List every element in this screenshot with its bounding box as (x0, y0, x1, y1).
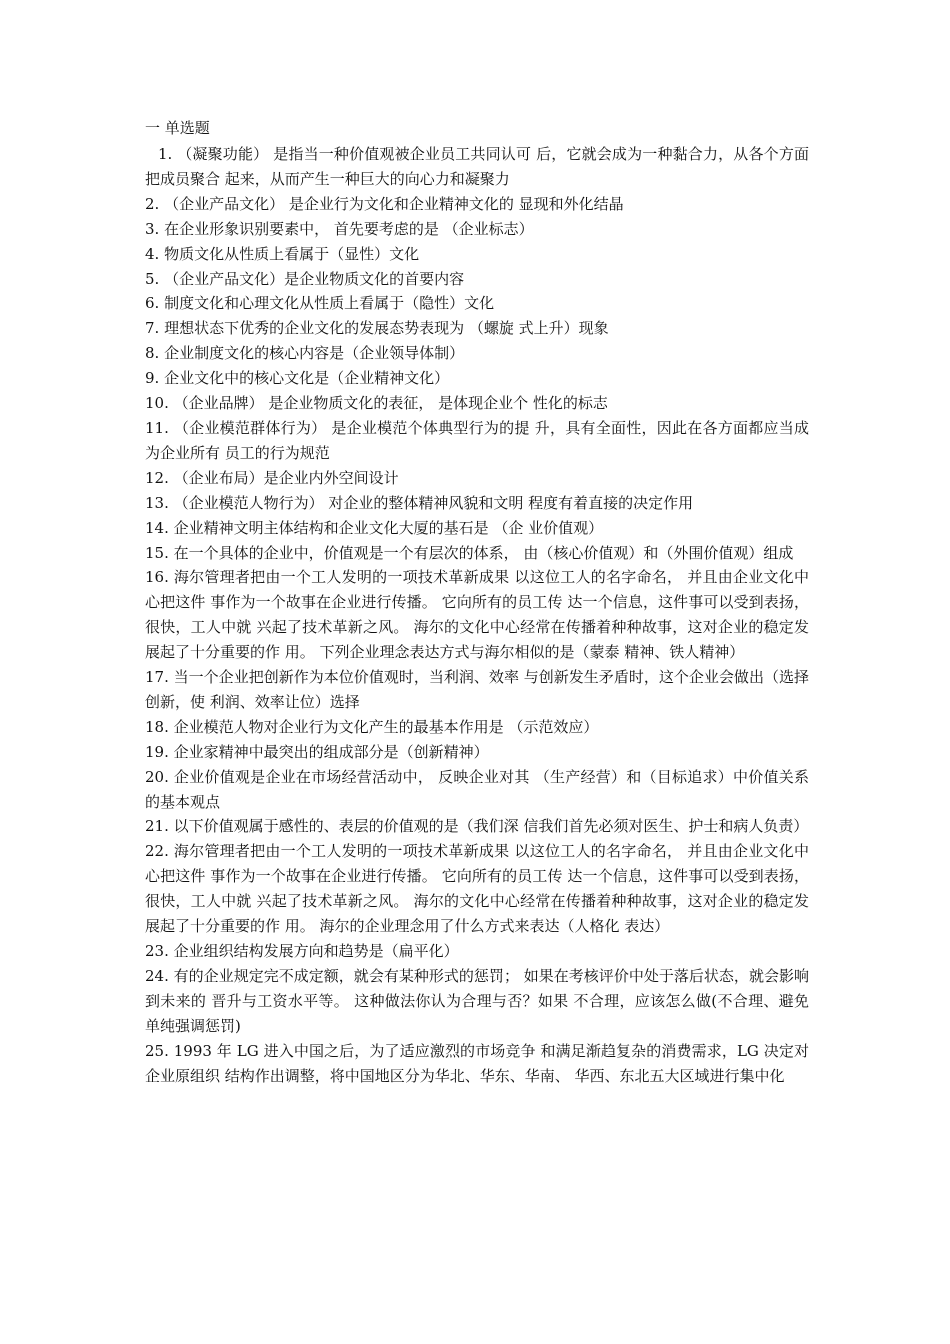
question-1: 1. （凝聚功能） 是指当一种价值观被企业员工共同认可 后，它就会成为一种黏合力，从各个方面把成员聚合 起来，从而产生一种巨大的向心力和凝聚力 (145, 145, 809, 188)
question-18: 18. 企业模范人物对企业行为文化产生的最基本作用是 （示范效应） (145, 717, 599, 736)
question-24: 24. 有的企业规定完不成定额，就会有某种形式的惩罚； 如果在考核评价中处于落后状态，就会影响到未来的 晋升与工资水平等。 这种做法你认为合理与否？如果 不合理，应该怎么做(不合理、避免单纯强调惩罚) (145, 966, 809, 1035)
question-9: 9. 企业文化中的核心文化是（企业精神文化） (145, 369, 450, 388)
question-13: 13. （企业模范人物行为） 对企业的整体精神风貌和文明 程度有着直接的决定作用 (145, 493, 694, 512)
question-6: 6. 制度文化和心理文化从性质上看属于（隐性）文化 (145, 294, 495, 313)
question-21: 21. 以下价值观属于感性的、表层的价值观的是（我们深 信我们首先必须对医生、护士和病人负责） (145, 817, 809, 836)
question-19: 19. 企业家精神中最突出的组成部分是（创新精神） (145, 742, 489, 761)
question-14: 14. 企业精神文明主体结构和企业文化大厦的基石是 （企 业价值观） (145, 518, 604, 537)
question-10: 10. （企业品牌） 是企业物质文化的表征， 是体现企业个 性化的标志 (145, 394, 608, 413)
question-7: 7. 理想状态下优秀的企业文化的发展态势表现为 （螺旋 式上升）现象 (145, 319, 609, 338)
question-11: 11. （企业模范群体行为） 是企业模范个体典型行为的提 升，具有全面性，因此在各方面都应当成为企业所有 员工的行为规范 (145, 418, 809, 462)
question-8: 8. 企业制度文化的核心内容是（企业领导体制） (145, 344, 465, 363)
question-3: 3. 在企业形象识别要素中， 首先要考虑的是 （企业标志） (145, 219, 534, 238)
document-page (145, 118, 809, 1088)
question-22: 22. 海尔管理者把由一个工人发明的一项技术革新成果 以这位工人的名字命名， 并且由企业文化中心把这件 事作为一个故事在企业进行传播。 它向所有的员工传 达一个信息，这件事可以受到表扬，很快，工人中就 兴起了技术革新之风。 海尔的文化中心经常在传播着种种故事，这对企业的稳定发展起了十分重要的作 用。 海尔的企业理念用了什么方式来表达（人格化 表达） (145, 842, 809, 936)
question-23: 23. 企业组织结构发展方向和趋势是（扁平化） (145, 942, 459, 960)
question-17: 17. 当一个企业把创新作为本位价值观时，当利润、效率 与创新发生矛盾时，这个企业会做出（选择创新，使 利润、效率让位）选择 (145, 668, 809, 711)
question-15: 15. 在一个具体的企业中，价值观是一个有层次的体系， 由（核心价值观）和（外围价值观）组成 (145, 543, 794, 562)
question-5: 5. （企业产品文化）是企业物质文化的首要内容 (145, 269, 465, 288)
section-title: 一 单选题 (145, 119, 210, 137)
question-4: 4. 物质文化从性质上看属于（显性）文化 (145, 244, 420, 263)
question-20: 20. 企业价值观是企业在市场经营活动中， 反映企业对其 （生产经营）和（目标追求）中价值关系的基本观点 (145, 767, 809, 811)
question-2: 2. （企业产品文化） 是企业行为文化和企业精神文化的 显现和外化结晶 (145, 194, 624, 213)
question-12: 12. （企业布局）是企业内外空间设计 (145, 468, 399, 487)
question-25: 25. 1993 年 LG 进入中国之后，为了适应激烈的市场竞争 和满足渐趋复杂的消费需求，LG 决定对企业原组织 结构作出调整，将中国地区分为华北、华东、华南、 华西、东北五大区域进行集中化 (145, 1041, 809, 1085)
question-16: 16. 海尔管理者把由一个工人发明的一项技术革新成果 以这位工人的名字命名， 并且由企业文化中心把这件 事作为一个故事在企业进行传播。 它向所有的员工传 达一个信息，这件事可以受到表扬，很快，工人中就 兴起了技术革新之风。 海尔的文化中心经常在传播着种种故事，这对企业的稳定发展起了十分重要的作 用。 下列企业理念表达方式与海尔相似的是（蒙泰 精神、铁人精神） (145, 568, 809, 662)
